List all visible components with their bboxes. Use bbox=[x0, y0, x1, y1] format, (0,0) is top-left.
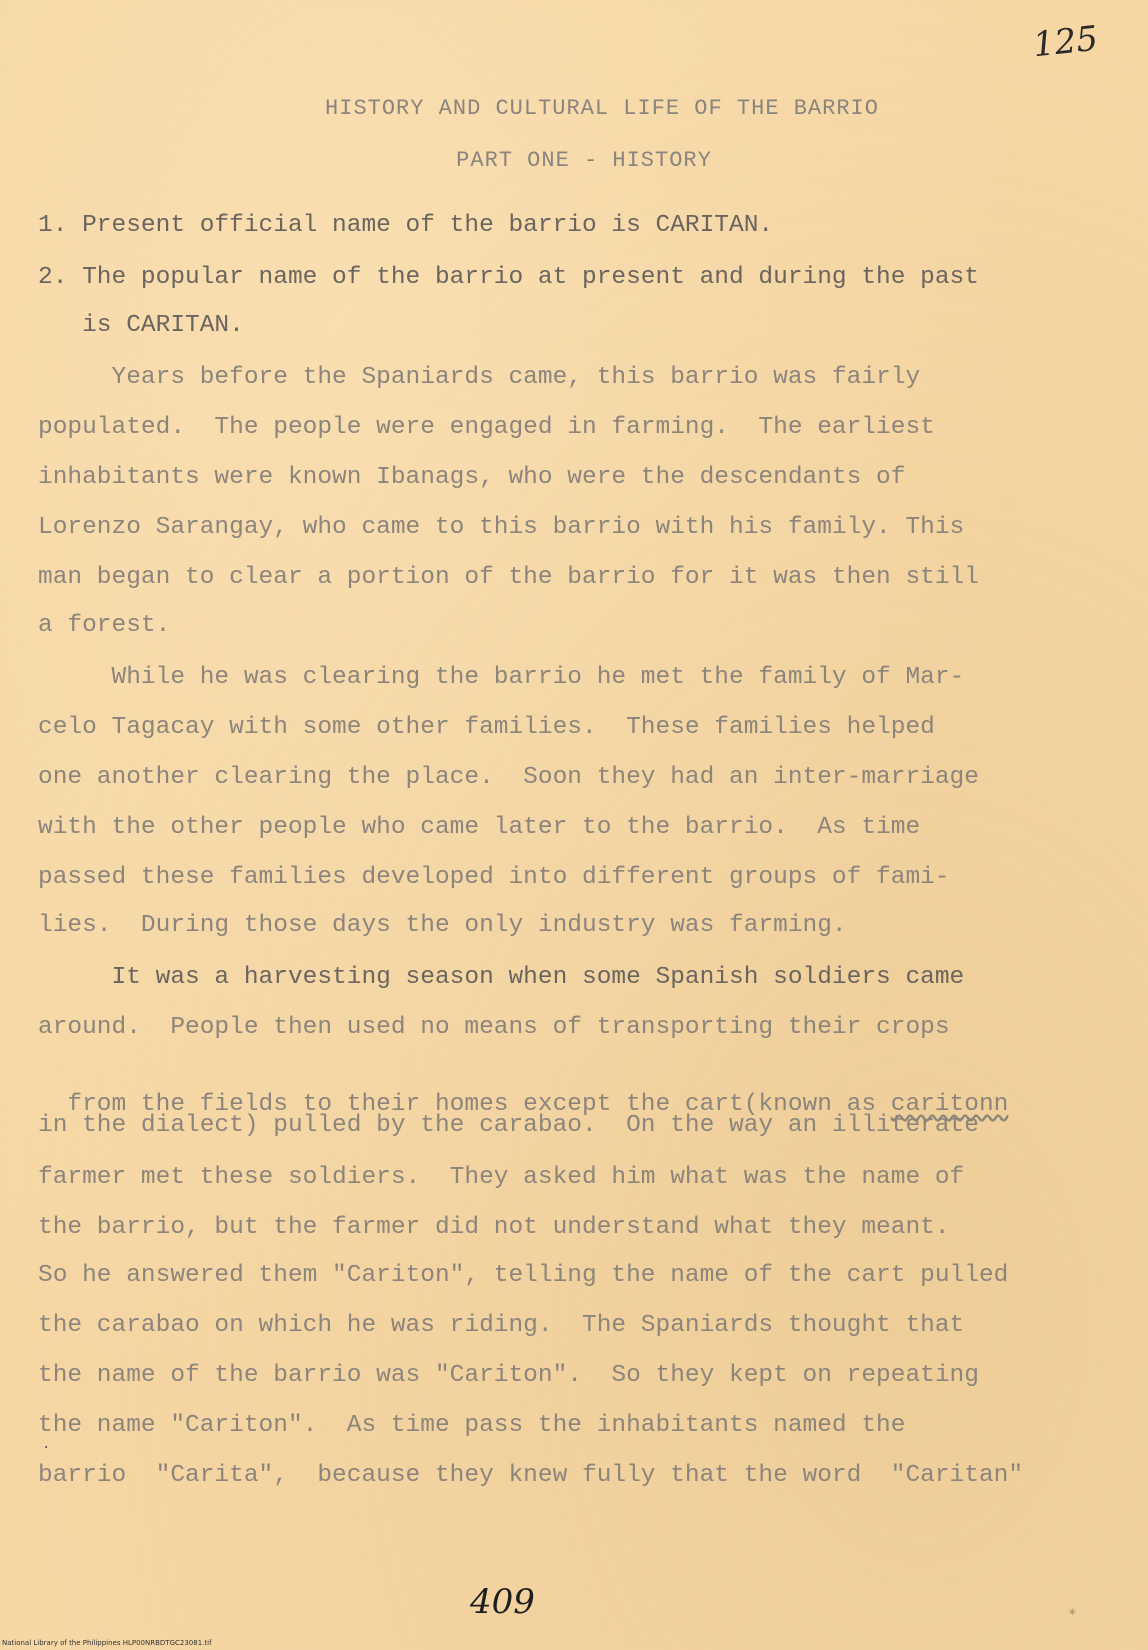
text-line-4: Years before the Spaniards came, this barrio was fairly bbox=[38, 364, 921, 391]
text-line-24: the name of the barrio was "Cariton". So they kept on repeating bbox=[38, 1362, 979, 1389]
text-line-18-main: from the fields to their homes except the cart(known as bbox=[67, 1091, 891, 1118]
text-line-26: barrio "Carita", because they knew fully that the word "Caritan" bbox=[38, 1462, 1024, 1489]
text-line-25: the name "Cariton". As time pass the inhabitants named the bbox=[38, 1412, 906, 1439]
text-line-16: It was a harvesting season when some Spanish soldiers came bbox=[38, 964, 965, 991]
ink-mark-star: ✶ bbox=[1068, 1605, 1077, 1621]
text-line-6: inhabitants were known Ibanags, who were the descendants of bbox=[38, 464, 906, 491]
text-line-14: passed these families developed into different groups of fami- bbox=[38, 864, 950, 891]
text-line-15: lies. During those days the only industry was farming. bbox=[38, 912, 847, 939]
text-line-7: Lorenzo Sarangay, who came to this barrio with his family. This bbox=[38, 514, 965, 541]
text-line-21: the barrio, but the farmer did not understand what they meant. bbox=[38, 1214, 950, 1241]
text-line-9: a forest. bbox=[38, 612, 171, 639]
text-line-20: farmer met these soldiers. They asked him what was the name of bbox=[38, 1164, 965, 1191]
text-line-12: one another clearing the place. Soon they had an inter-marriage bbox=[38, 764, 979, 791]
text-line-11: celo Tagacay with some other families. These families helped bbox=[38, 714, 935, 741]
text-line-2: 2. The popular name of the barrio at present and during the past bbox=[38, 264, 979, 291]
text-line-13: with the other people who came later to the barrio. As time bbox=[38, 814, 921, 841]
underlined-word: caritonn bbox=[890, 1091, 1009, 1118]
archive-stamp: National Library of the Philippines HLP00NRBDTGC23081.tif bbox=[2, 1639, 212, 1647]
text-line-5: populated. The people were engaged in farming. The earliest bbox=[38, 414, 935, 441]
text-line-22: So he answered them "Cariton", telling the name of the cart pulled bbox=[38, 1262, 1009, 1289]
text-line-19: in the dialect) pulled by the carabao. On the way an illiterate bbox=[38, 1112, 979, 1139]
footer-handwritten-number: 409 bbox=[470, 1582, 535, 1622]
text-line-17: around. People then used no means of transporting their crops bbox=[38, 1014, 950, 1041]
document-subtitle: PART ONE - HISTORY bbox=[456, 148, 712, 173]
text-line-3: is CARITAN. bbox=[38, 312, 244, 339]
text-line-8: man began to clear a portion of the barrio for it was then still bbox=[38, 564, 979, 591]
document-title: HISTORY AND CULTURAL LIFE OF THE BARRIO bbox=[325, 96, 879, 121]
text-line-1: 1. Present official name of the barrio is CARITAN. bbox=[38, 212, 774, 239]
ink-mark-dot: · bbox=[42, 1440, 51, 1456]
text-line-23: the carabao on which he was riding. The Spaniards thought that bbox=[38, 1312, 965, 1339]
page-number: 125 bbox=[1031, 18, 1100, 66]
text-line-10: While he was clearing the barrio he met the family of Mar- bbox=[38, 664, 965, 691]
text-line-18 bbox=[38, 1064, 1008, 1118]
